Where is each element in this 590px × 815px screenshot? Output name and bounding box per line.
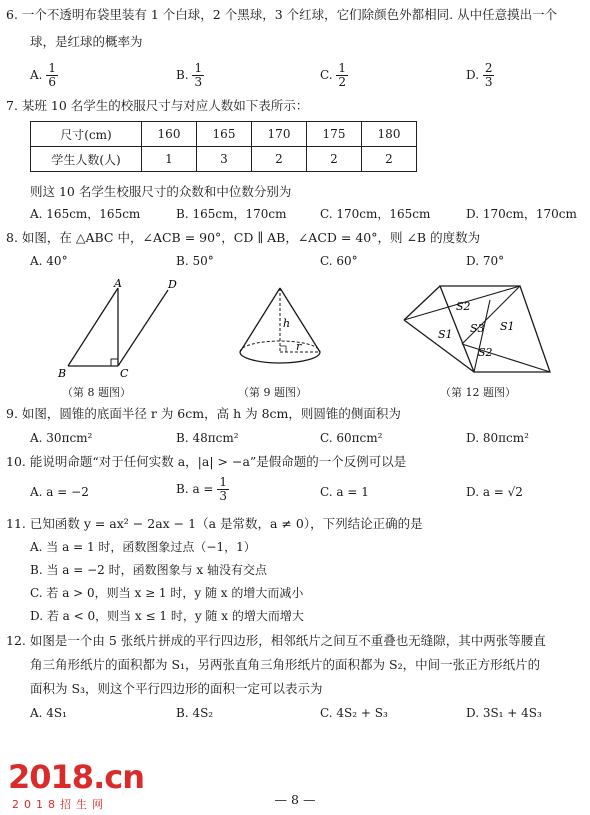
- q8-option-b: B. 50°: [176, 254, 214, 268]
- q6-option-b: B. $\frac{1}{3}$: [176, 61, 203, 89]
- table-cell: 学生人数(人): [31, 147, 142, 172]
- table-cell: 尺寸(cm): [31, 122, 142, 147]
- label-s1-right: S1: [500, 320, 515, 333]
- q10-option-b: B. a = $\frac{1}{3}$: [176, 475, 227, 503]
- q9-option-b: B. 48πcm²: [176, 431, 239, 445]
- table-cell: 180: [362, 122, 417, 147]
- q8-option-d: D. 70°: [466, 254, 505, 268]
- q11-option-c: C. 若 a > 0，则当 x ≥ 1 时，y 随 x 的增大而减小: [30, 586, 304, 600]
- label-s2-top: S2: [456, 300, 471, 313]
- q6-stem-line2: 球，是红球的概率为: [30, 34, 143, 49]
- q12-option-a: A. 4S₁: [30, 706, 67, 720]
- label-b: B: [58, 367, 67, 380]
- q9-option-d: D. 80πcm²: [466, 431, 529, 445]
- figure-12-parallelogram: [402, 284, 562, 378]
- q10-stem: 10. 能说明命题“对于任何实数 a，|a| > −a”是假命题的一个反例可以是: [6, 454, 407, 469]
- q9-option-a: A. 30πcm²: [30, 431, 93, 445]
- q10-option-c: C. a = 1: [320, 485, 369, 499]
- label-r: r: [296, 340, 302, 353]
- page-number: — 8 —: [274, 792, 316, 807]
- table-cell: 2: [252, 147, 307, 172]
- q12-option-b: B. 4S₂: [176, 706, 214, 720]
- label-h: h: [283, 317, 291, 330]
- q11-option-b: B. 当 a = −2 时，函数图象与 x 轴没有交点: [30, 563, 268, 577]
- q7-option-c: C. 170cm，165cm: [320, 207, 431, 221]
- logo-subtext: 2018招生网: [12, 798, 108, 811]
- q7-option-d: D. 170cm，170cm: [466, 207, 577, 221]
- q11-option-d: D. 若 a < 0，则当 x ≤ 1 时，y 随 x 的增大而增大: [30, 609, 304, 623]
- label-a: A: [114, 277, 122, 290]
- table-row: [31, 147, 417, 172]
- label-s3: S3: [470, 322, 485, 335]
- table-cell: 165: [197, 122, 252, 147]
- q8-stem: 8. 如图，在 △ABC 中，∠ACB = 90°，CD ∥ AB，∠ACD = 40°，则 ∠B 的度数为: [6, 230, 481, 245]
- label-c: C: [120, 367, 129, 380]
- logo-text: 2018.cn: [8, 758, 144, 796]
- q12-stem-line2: 角三角形纸片的面积都为 S₁，另两张直角三角形纸片的面积都为 S₂，中间一张正方形纸片的: [30, 657, 541, 672]
- q12-option-d: D. 3S₁ + 4S₃: [466, 706, 542, 720]
- size-table: [30, 121, 417, 172]
- table-cell: 175: [307, 122, 362, 147]
- q7-option-b: B. 165cm，170cm: [176, 207, 287, 221]
- table-row: [31, 122, 417, 147]
- q7-stem-line2: 则这 10 名学生校服尺寸的众数和中位数分别为: [30, 184, 292, 199]
- q6-option-a: A. $\frac{1}{6}$: [30, 61, 56, 89]
- figure-12-caption: （第 12 题图）: [440, 386, 516, 399]
- label-s2-bottom: S2: [478, 346, 493, 359]
- q6-option-c: C. $\frac{1}{2}$: [320, 61, 347, 89]
- table-cell: 3: [197, 147, 252, 172]
- q10-option-a: A. a = −2: [30, 485, 89, 499]
- q11-stem: 11. 已知函数 y = ax² − 2ax − 1（a 是常数，a ≠ 0），下列结论正确的是: [6, 516, 423, 531]
- q9-stem: 9. 如图，圆锥的底面半径 r 为 6cm，高 h 为 8cm，则圆锥的侧面积为: [6, 406, 401, 421]
- figure-9-cone: [232, 282, 332, 382]
- q11-option-a: A. 当 a = 1 时，函数图象过点（−1，1）: [30, 540, 256, 554]
- q10-option-d: D. a = √2: [466, 485, 523, 499]
- table-cell: 1: [142, 147, 197, 172]
- figure-8-triangle: [50, 276, 190, 386]
- q6-stem-line1: 6. 一个不透明布袋里装有 1 个白球，2 个黑球，3 个红球，它们除颜色外都相同. 从中任意摸出一个: [6, 7, 558, 22]
- q7-option-a: A. 165cm，165cm: [30, 207, 141, 221]
- q12-option-c: C. 4S₂ + S₃: [320, 706, 388, 720]
- figure-9-caption: （第 9 题图）: [238, 386, 307, 399]
- q9-option-c: C. 60πcm²: [320, 431, 383, 445]
- q8-option-a: A. 40°: [30, 254, 68, 268]
- q6-option-d: D. $\frac{2}{3}$: [466, 61, 493, 89]
- label-d: D: [168, 278, 177, 291]
- q12-stem-line3: 面积为 S₃，则这个平行四边形的面积一定可以表示为: [30, 681, 323, 696]
- q7-stem-line1: 7. 某班 10 名学生的校服尺寸与对应人数如下表所示：: [6, 98, 309, 113]
- table-cell: 170: [252, 122, 307, 147]
- label-s1-left: S1: [438, 328, 453, 341]
- figure-8-caption: （第 8 题图）: [62, 386, 131, 399]
- table-cell: 2: [307, 147, 362, 172]
- table-cell: 2: [362, 147, 417, 172]
- q8-option-c: C. 60°: [320, 254, 358, 268]
- q12-stem-line1: 12. 如图是一个由 5 张纸片拼成的平行四边形，相邻纸片之间互不重叠也无缝隙，其中两张等腰直: [6, 633, 546, 648]
- table-cell: 160: [142, 122, 197, 147]
